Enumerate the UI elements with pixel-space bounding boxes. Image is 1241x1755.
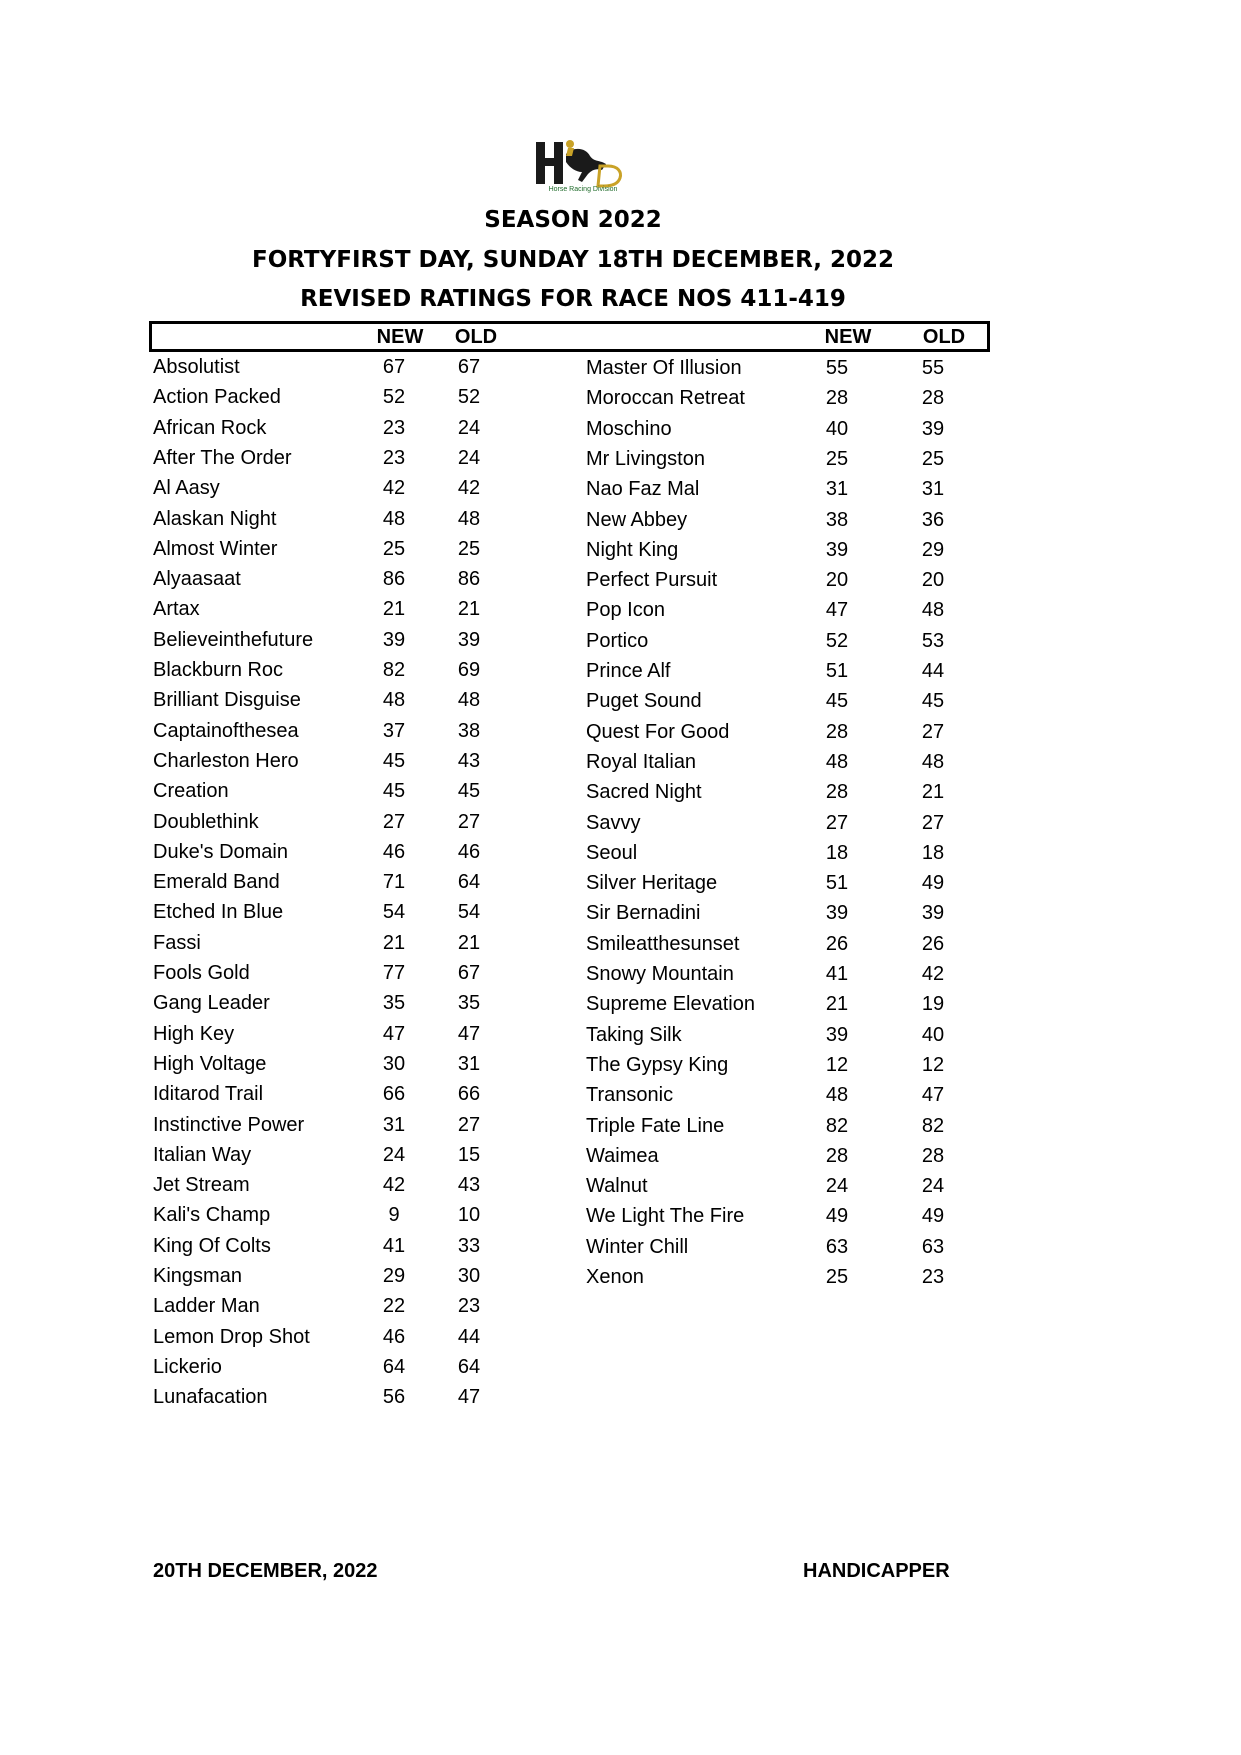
old-rating: 67 xyxy=(457,356,481,378)
new-rating: 21 xyxy=(825,993,849,1016)
horse-name: Waimea xyxy=(586,1144,659,1167)
horse-name: Nao Faz Mal xyxy=(586,478,700,501)
old-rating: 47 xyxy=(457,1022,481,1045)
old-rating: 28 xyxy=(921,387,945,410)
new-rating: 28 xyxy=(825,720,849,743)
horse-name: Action Packed xyxy=(153,386,281,409)
new-rating: 39 xyxy=(825,1023,849,1046)
old-rating: 49 xyxy=(921,872,945,895)
rating-row xyxy=(153,1265,533,1295)
rating-row xyxy=(586,933,1006,963)
new-rating: 48 xyxy=(382,689,406,712)
horse-name: Creation xyxy=(153,780,229,803)
rating-row xyxy=(586,387,1006,417)
rating-row xyxy=(153,568,533,598)
old-rating: 27 xyxy=(457,810,481,833)
rating-row xyxy=(153,538,533,568)
old-rating: 52 xyxy=(457,386,481,409)
new-rating: 47 xyxy=(825,599,849,622)
left-new-header: NEW xyxy=(376,326,424,348)
old-rating: 23 xyxy=(921,1266,945,1288)
rating-row xyxy=(586,781,1006,811)
day-title: FORTYFIRST DAY, SUNDAY 18TH DECEMBER, 2022 xyxy=(251,247,895,273)
old-rating: 47 xyxy=(921,1084,945,1107)
new-rating: 71 xyxy=(382,871,406,894)
rating-row xyxy=(153,1295,533,1325)
new-rating: 42 xyxy=(382,477,406,500)
old-rating: 31 xyxy=(921,478,945,501)
old-rating: 67 xyxy=(457,962,481,984)
new-rating: 77 xyxy=(382,962,406,984)
old-rating: 38 xyxy=(457,719,481,742)
horse-name: Absolutist xyxy=(153,356,240,378)
new-rating: 48 xyxy=(825,750,849,773)
rating-row xyxy=(153,1023,533,1053)
new-rating: 27 xyxy=(825,811,849,834)
horse-name: Jet Stream xyxy=(153,1174,250,1197)
rating-row xyxy=(586,1084,1006,1114)
horse-name: Ladder Man xyxy=(153,1295,260,1318)
old-rating: 49 xyxy=(921,1205,945,1228)
rating-row xyxy=(153,1326,533,1356)
rating-row xyxy=(153,871,533,901)
new-rating: 20 xyxy=(825,569,849,592)
old-rating: 48 xyxy=(921,599,945,622)
old-rating: 35 xyxy=(457,992,481,1015)
horse-name: Royal Italian xyxy=(586,750,697,773)
rating-row xyxy=(586,963,1006,993)
rating-row xyxy=(586,1236,1006,1266)
rating-row xyxy=(586,1024,1006,1054)
horse-name: Prince Alf xyxy=(586,660,671,682)
new-rating: 18 xyxy=(825,841,849,864)
new-rating: 54 xyxy=(382,901,406,924)
old-rating: 36 xyxy=(921,508,945,531)
old-rating: 44 xyxy=(457,1325,481,1348)
new-rating: 41 xyxy=(825,963,849,985)
horse-name: Alyaasaat xyxy=(153,568,241,591)
old-rating: 53 xyxy=(921,629,945,652)
horse-name: Portico xyxy=(586,629,649,652)
horse-name: Moroccan Retreat xyxy=(586,387,745,410)
old-rating: 27 xyxy=(457,1113,481,1136)
rating-row xyxy=(153,780,533,810)
rating-row xyxy=(153,932,533,962)
new-rating: 24 xyxy=(382,1143,406,1166)
rating-row xyxy=(586,569,1006,599)
old-rating: 25 xyxy=(921,447,945,470)
rating-row xyxy=(153,508,533,538)
old-rating: 39 xyxy=(457,628,481,651)
horse-name: Artax xyxy=(153,598,200,621)
old-rating: 24 xyxy=(921,1175,945,1198)
rating-row xyxy=(586,690,1006,720)
horse-name: Al Aasy xyxy=(153,477,220,500)
new-rating: 39 xyxy=(825,902,849,925)
rating-row xyxy=(153,1174,533,1204)
rating-row xyxy=(586,872,1006,902)
horse-name: We Light The Fire xyxy=(586,1205,745,1228)
new-rating: 46 xyxy=(382,1325,406,1348)
old-rating: 30 xyxy=(457,1265,481,1287)
horse-name: Brilliant Disguise xyxy=(153,689,301,712)
new-rating: 63 xyxy=(825,1235,849,1258)
old-rating: 86 xyxy=(457,568,481,591)
horse-name: Silver Heritage xyxy=(586,872,718,895)
old-rating: 28 xyxy=(921,1144,945,1167)
old-rating: 43 xyxy=(457,1174,481,1197)
season-title: SEASON 2022 xyxy=(484,207,662,233)
rating-row xyxy=(586,418,1006,448)
new-rating: 51 xyxy=(825,660,849,682)
old-rating: 45 xyxy=(457,780,481,803)
horse-name: Duke's Domain xyxy=(153,840,288,863)
rating-row xyxy=(153,1204,533,1234)
rating-row xyxy=(153,447,533,477)
new-rating: 40 xyxy=(825,417,849,440)
old-rating: 82 xyxy=(921,1114,945,1137)
horse-name: Almost Winter xyxy=(153,537,278,560)
horse-name: Kingsman xyxy=(153,1265,242,1287)
rating-row xyxy=(586,1145,1006,1175)
horse-name: Fools Gold xyxy=(153,962,250,984)
new-rating: 29 xyxy=(382,1265,406,1287)
old-rating: 40 xyxy=(921,1023,945,1046)
old-rating: 54 xyxy=(457,901,481,924)
rating-row xyxy=(586,478,1006,508)
rating-row xyxy=(586,842,1006,872)
old-rating: 20 xyxy=(921,569,945,592)
horse-name: Lunafacation xyxy=(153,1386,268,1409)
old-rating: 19 xyxy=(921,993,945,1016)
horse-name: Smileatthesunset xyxy=(586,932,740,955)
rating-row xyxy=(153,720,533,750)
rating-row xyxy=(586,630,1006,660)
new-rating: 45 xyxy=(382,780,406,803)
new-rating: 37 xyxy=(382,719,406,742)
horse-name: Winter Chill xyxy=(586,1235,689,1258)
old-rating: 24 xyxy=(457,446,481,469)
horse-name: Sir Bernadini xyxy=(586,902,701,925)
rating-row xyxy=(153,901,533,931)
old-rating: 63 xyxy=(921,1235,945,1258)
horse-name: Taking Silk xyxy=(586,1023,682,1046)
horse-name: Blackburn Roc xyxy=(153,659,284,681)
new-rating: 21 xyxy=(382,598,406,621)
old-rating: 48 xyxy=(457,689,481,712)
rating-row xyxy=(586,721,1006,751)
rating-row xyxy=(586,357,1006,387)
rating-row xyxy=(153,477,533,507)
horse-name: Quest For Good xyxy=(586,720,730,743)
horse-name: Alaskan Night xyxy=(153,507,277,530)
new-rating: 55 xyxy=(825,357,849,379)
new-rating: 28 xyxy=(825,387,849,410)
new-rating: 31 xyxy=(382,1113,406,1136)
new-rating: 48 xyxy=(382,507,406,530)
horse-name: High Key xyxy=(153,1022,235,1045)
new-rating: 35 xyxy=(382,992,406,1015)
rating-row xyxy=(153,689,533,719)
old-rating: 27 xyxy=(921,720,945,743)
horse-name: Lickerio xyxy=(153,1355,222,1378)
horse-name: Captainofthesea xyxy=(153,719,299,742)
rating-row xyxy=(153,962,533,992)
rating-row xyxy=(153,992,533,1022)
rating-row xyxy=(153,1356,533,1386)
new-rating: 24 xyxy=(825,1175,849,1198)
horse-name: Xenon xyxy=(586,1266,644,1288)
new-rating: 86 xyxy=(382,568,406,591)
horse-name: New Abbey xyxy=(586,508,688,531)
new-rating: 67 xyxy=(382,356,406,378)
rating-row xyxy=(586,1054,1006,1084)
old-rating: 42 xyxy=(457,477,481,500)
old-rating: 27 xyxy=(921,811,945,834)
new-rating: 9 xyxy=(388,1204,400,1227)
old-rating: 33 xyxy=(457,1234,481,1257)
new-rating: 38 xyxy=(825,508,849,531)
rating-row xyxy=(153,1053,533,1083)
rating-row xyxy=(153,841,533,871)
rating-row xyxy=(586,812,1006,842)
horse-name: High Voltage xyxy=(153,1052,267,1075)
horse-name: Walnut xyxy=(586,1175,648,1198)
rating-row xyxy=(586,509,1006,539)
footer-handicapper: HANDICAPPER xyxy=(803,1560,950,1582)
horse-name: Fassi xyxy=(153,931,201,954)
rating-row xyxy=(153,1235,533,1265)
rating-row xyxy=(586,539,1006,569)
old-rating: 42 xyxy=(921,963,945,985)
new-rating: 28 xyxy=(825,1144,849,1167)
rating-row xyxy=(153,811,533,841)
new-rating: 28 xyxy=(825,781,849,804)
old-rating: 48 xyxy=(457,507,481,530)
old-rating: 45 xyxy=(921,690,945,713)
ratings-header xyxy=(149,321,990,352)
horse-name: Snowy Mountain xyxy=(586,963,734,985)
old-rating: 21 xyxy=(457,931,481,954)
new-rating: 45 xyxy=(382,749,406,772)
new-rating: 45 xyxy=(825,690,849,713)
rating-row xyxy=(586,1175,1006,1205)
old-rating: 55 xyxy=(921,357,945,379)
horse-name: Seoul xyxy=(586,841,638,864)
rating-row xyxy=(153,598,533,628)
old-rating: 64 xyxy=(457,871,481,894)
right-old-header: OLD xyxy=(922,326,966,348)
old-rating: 25 xyxy=(457,537,481,560)
new-rating: 42 xyxy=(382,1174,406,1197)
horse-name: Iditarod Trail xyxy=(153,1083,264,1106)
horse-name: Triple Fate Line xyxy=(586,1114,725,1137)
rating-row xyxy=(586,993,1006,1023)
old-rating: 21 xyxy=(457,598,481,621)
old-rating: 24 xyxy=(457,416,481,439)
new-rating: 56 xyxy=(382,1386,406,1409)
horse-name: Master Of Illusion xyxy=(586,357,742,379)
old-rating: 10 xyxy=(457,1204,481,1227)
new-rating: 39 xyxy=(825,538,849,561)
old-rating: 12 xyxy=(921,1053,945,1076)
rating-row xyxy=(586,751,1006,781)
horse-name: King Of Colts xyxy=(153,1234,271,1257)
rating-row xyxy=(153,417,533,447)
horse-name: Perfect Pursuit xyxy=(586,569,718,592)
new-rating: 30 xyxy=(382,1052,406,1075)
horse-name: Mr Livingston xyxy=(586,447,705,470)
new-rating: 27 xyxy=(382,810,406,833)
rating-row xyxy=(153,750,533,780)
new-rating: 26 xyxy=(825,932,849,955)
rating-row xyxy=(153,659,533,689)
horse-name: Italian Way xyxy=(153,1143,252,1166)
horse-name: Gang Leader xyxy=(153,992,270,1015)
horse-name: Believeinthefuture xyxy=(153,628,314,651)
rating-row xyxy=(586,1266,1006,1296)
horse-name: Charleston Hero xyxy=(153,749,299,772)
horse-name: Sacred Night xyxy=(586,781,702,804)
horse-name: Emerald Band xyxy=(153,871,280,894)
logo-caption: Horse Racing Division xyxy=(548,186,618,193)
new-rating: 39 xyxy=(382,628,406,651)
old-rating: 43 xyxy=(457,749,481,772)
horse-name: Puget Sound xyxy=(586,690,702,713)
rating-row xyxy=(153,1144,533,1174)
old-rating: 47 xyxy=(457,1386,481,1409)
rating-row xyxy=(153,1386,533,1416)
rating-row xyxy=(586,448,1006,478)
rating-row xyxy=(153,356,533,386)
horse-name: After The Order xyxy=(153,446,292,469)
new-rating: 23 xyxy=(382,446,406,469)
new-rating: 52 xyxy=(382,386,406,409)
horse-name: Night King xyxy=(586,538,679,561)
new-rating: 25 xyxy=(382,537,406,560)
horse-name: Pop Icon xyxy=(586,599,665,622)
horse-name: Etched In Blue xyxy=(153,901,284,924)
rating-row xyxy=(153,629,533,659)
new-rating: 46 xyxy=(382,840,406,863)
horse-name: Doublethink xyxy=(153,810,259,833)
old-rating: 44 xyxy=(921,660,945,682)
old-rating: 66 xyxy=(457,1083,481,1106)
old-rating: 69 xyxy=(457,659,481,681)
new-rating: 31 xyxy=(825,478,849,501)
rating-row xyxy=(586,1115,1006,1145)
rating-row xyxy=(153,1083,533,1113)
horse-name: African Rock xyxy=(153,416,267,439)
new-rating: 66 xyxy=(382,1083,406,1106)
rating-row xyxy=(586,599,1006,629)
rating-row xyxy=(153,1114,533,1144)
rating-row xyxy=(586,1205,1006,1235)
horse-name: The Gypsy King xyxy=(586,1053,729,1076)
new-rating: 49 xyxy=(825,1205,849,1228)
old-rating: 48 xyxy=(921,750,945,773)
horse-name: Savvy xyxy=(586,811,641,834)
rating-row xyxy=(586,660,1006,690)
rating-row xyxy=(153,386,533,416)
horse-name: Supreme Elevation xyxy=(586,993,755,1016)
new-rating: 21 xyxy=(382,931,406,954)
old-rating: 64 xyxy=(457,1355,481,1378)
new-rating: 82 xyxy=(825,1114,849,1137)
new-rating: 22 xyxy=(382,1295,406,1318)
horse-name: Lemon Drop Shot xyxy=(153,1325,310,1348)
new-rating: 41 xyxy=(382,1234,406,1257)
new-rating: 23 xyxy=(382,416,406,439)
new-rating: 25 xyxy=(825,1266,849,1288)
old-rating: 15 xyxy=(457,1143,481,1166)
old-rating: 31 xyxy=(457,1052,481,1075)
old-rating: 26 xyxy=(921,932,945,955)
old-rating: 29 xyxy=(921,538,945,561)
horse-name: Instinctive Power xyxy=(153,1113,305,1136)
new-rating: 25 xyxy=(825,447,849,470)
new-rating: 52 xyxy=(825,629,849,652)
horse-name: Moschino xyxy=(586,417,672,440)
new-rating: 82 xyxy=(382,659,406,681)
left-old-header: OLD xyxy=(454,326,498,348)
old-rating: 18 xyxy=(921,841,945,864)
old-rating: 21 xyxy=(921,781,945,804)
old-rating: 39 xyxy=(921,902,945,925)
new-rating: 12 xyxy=(825,1053,849,1076)
new-rating: 51 xyxy=(825,872,849,895)
horse-name: Transonic xyxy=(586,1084,674,1107)
footer-date: 20TH DECEMBER, 2022 xyxy=(153,1560,378,1582)
old-rating: 23 xyxy=(457,1295,481,1318)
new-rating: 47 xyxy=(382,1022,406,1045)
revised-ratings-title: REVISED RATINGS FOR RACE NOS 411-419 xyxy=(300,286,846,312)
old-rating: 46 xyxy=(457,840,481,863)
new-rating: 64 xyxy=(382,1355,406,1378)
right-new-header: NEW xyxy=(824,326,872,348)
horse-name: Kali's Champ xyxy=(153,1204,271,1227)
old-rating: 39 xyxy=(921,417,945,440)
new-rating: 48 xyxy=(825,1084,849,1107)
rating-row xyxy=(586,902,1006,932)
